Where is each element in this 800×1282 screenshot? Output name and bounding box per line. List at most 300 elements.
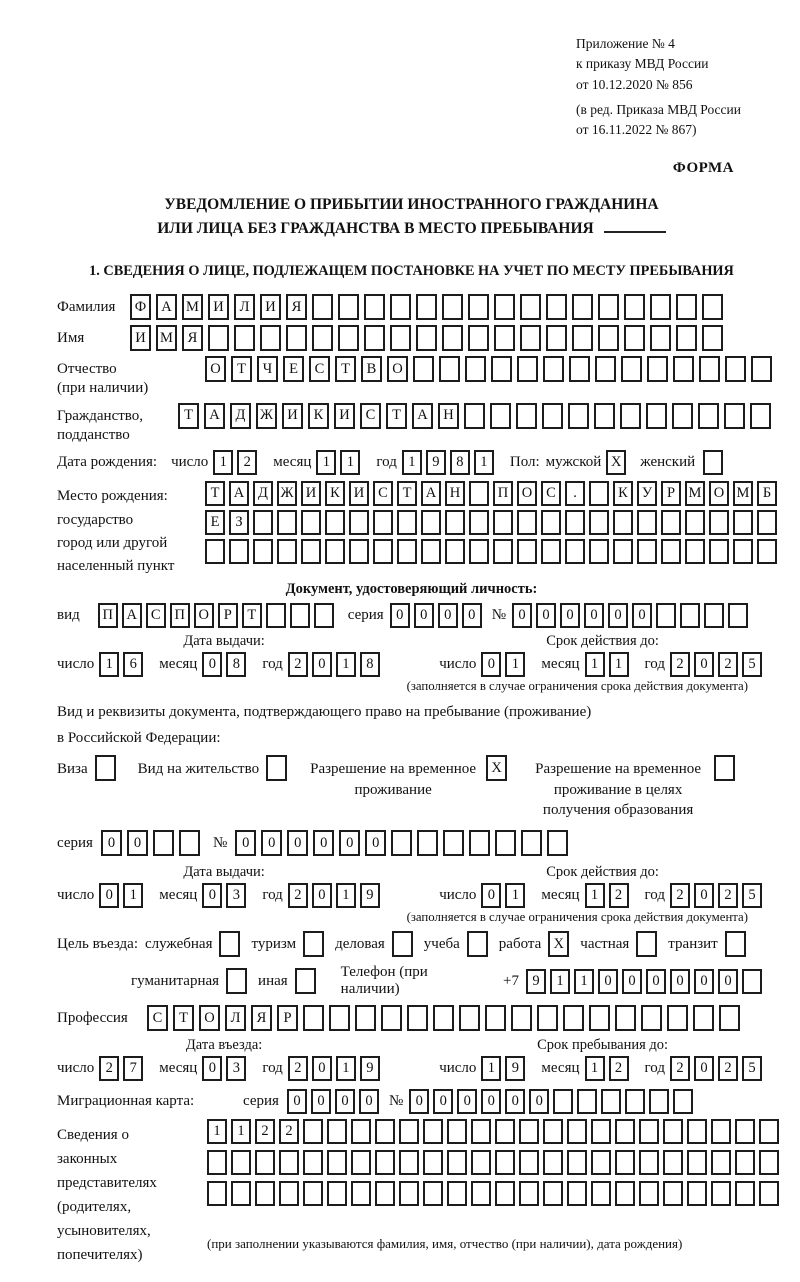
char-box[interactable]: Ж	[277, 481, 297, 506]
char-box[interactable]: 1	[585, 1056, 605, 1081]
char-box[interactable]: 0	[311, 1089, 331, 1114]
char-box[interactable]	[349, 510, 369, 535]
char-box[interactable]	[735, 1181, 755, 1206]
char-box[interactable]	[381, 1005, 402, 1031]
char-box[interactable]	[543, 356, 564, 382]
char-box[interactable]	[464, 403, 485, 429]
char-box[interactable]	[577, 1089, 597, 1114]
char-box[interactable]	[469, 830, 490, 856]
char-box[interactable]: В	[361, 356, 382, 382]
sex-female-checkbox[interactable]	[703, 450, 723, 475]
char-box[interactable]	[416, 325, 437, 351]
char-box[interactable]	[621, 356, 642, 382]
char-box[interactable]: С	[309, 356, 330, 382]
char-box[interactable]: 0	[694, 969, 714, 994]
char-box[interactable]	[421, 510, 441, 535]
char-box[interactable]	[445, 539, 465, 564]
char-box[interactable]	[229, 539, 249, 564]
char-box[interactable]	[495, 1119, 515, 1144]
char-box[interactable]: 0	[694, 652, 714, 677]
char-box[interactable]: 5	[742, 1056, 762, 1081]
char-box[interactable]	[423, 1181, 443, 1206]
char-box[interactable]	[511, 1005, 532, 1031]
char-box[interactable]	[620, 403, 641, 429]
char-box[interactable]	[459, 1005, 480, 1031]
char-box[interactable]	[595, 356, 616, 382]
char-box[interactable]	[351, 1119, 371, 1144]
char-box[interactable]: Т	[231, 356, 252, 382]
char-box[interactable]	[724, 403, 745, 429]
char-box[interactable]: Т	[205, 481, 225, 506]
purpose-transit-checkbox[interactable]	[725, 931, 746, 957]
char-box[interactable]: 7	[123, 1056, 143, 1081]
char-box[interactable]: Т	[397, 481, 417, 506]
char-box[interactable]: И	[208, 294, 229, 320]
char-box[interactable]	[742, 969, 762, 994]
char-box[interactable]: 0	[202, 1056, 222, 1081]
char-box[interactable]: 9	[426, 450, 446, 475]
char-box[interactable]: 0	[202, 883, 222, 908]
char-box[interactable]	[390, 325, 411, 351]
char-box[interactable]	[277, 510, 297, 535]
char-box[interactable]	[490, 403, 511, 429]
char-box[interactable]: 1	[316, 450, 336, 475]
char-box[interactable]: Н	[438, 403, 459, 429]
char-box[interactable]: О	[205, 356, 226, 382]
char-box[interactable]: О	[517, 481, 537, 506]
char-box[interactable]: 0	[512, 603, 532, 628]
char-box[interactable]: А	[204, 403, 225, 429]
char-box[interactable]: К	[325, 481, 345, 506]
char-box[interactable]	[520, 294, 541, 320]
char-box[interactable]: 6	[123, 652, 143, 677]
char-box[interactable]	[565, 539, 585, 564]
purpose-study-checkbox[interactable]	[467, 931, 488, 957]
char-box[interactable]: 0	[694, 883, 714, 908]
char-box[interactable]	[329, 1005, 350, 1031]
char-box[interactable]: Т	[386, 403, 407, 429]
char-box[interactable]: 1	[402, 450, 422, 475]
char-box[interactable]: 8	[226, 652, 246, 677]
char-box[interactable]	[615, 1119, 635, 1144]
char-box[interactable]	[709, 539, 729, 564]
char-box[interactable]: 0	[598, 969, 618, 994]
char-box[interactable]	[153, 830, 174, 856]
char-box[interactable]: К	[613, 481, 633, 506]
char-box[interactable]	[493, 539, 513, 564]
char-box[interactable]	[547, 830, 568, 856]
char-box[interactable]	[355, 1005, 376, 1031]
char-box[interactable]	[541, 539, 561, 564]
char-box[interactable]	[624, 325, 645, 351]
char-box[interactable]: 0	[646, 969, 666, 994]
char-box[interactable]	[698, 403, 719, 429]
char-box[interactable]	[757, 510, 777, 535]
char-box[interactable]	[589, 481, 609, 506]
char-box[interactable]	[494, 325, 515, 351]
char-box[interactable]	[364, 325, 385, 351]
char-box[interactable]	[469, 510, 489, 535]
char-box[interactable]	[704, 603, 724, 628]
char-box[interactable]: И	[130, 325, 151, 351]
char-box[interactable]	[469, 481, 489, 506]
char-box[interactable]	[615, 1005, 636, 1031]
char-box[interactable]	[663, 1119, 683, 1144]
char-box[interactable]: К	[308, 403, 329, 429]
char-box[interactable]	[546, 294, 567, 320]
char-box[interactable]	[495, 830, 516, 856]
char-box[interactable]: 2	[670, 652, 690, 677]
char-box[interactable]: 0	[694, 1056, 714, 1081]
char-box[interactable]	[649, 1089, 669, 1114]
char-box[interactable]	[349, 539, 369, 564]
char-box[interactable]: 0	[312, 1056, 332, 1081]
char-box[interactable]: 0	[99, 883, 119, 908]
char-box[interactable]	[568, 403, 589, 429]
char-box[interactable]	[750, 403, 771, 429]
char-box[interactable]: О	[199, 1005, 220, 1031]
char-box[interactable]: 1	[207, 1119, 227, 1144]
char-box[interactable]: 1	[505, 883, 525, 908]
char-box[interactable]: Ж	[256, 403, 277, 429]
char-box[interactable]: Н	[445, 481, 465, 506]
char-box[interactable]: 2	[609, 1056, 629, 1081]
char-box[interactable]: Я	[286, 294, 307, 320]
char-box[interactable]: 2	[237, 450, 257, 475]
char-box[interactable]: 0	[287, 1089, 307, 1114]
char-box[interactable]: Д	[230, 403, 251, 429]
char-box[interactable]: У	[637, 481, 657, 506]
char-box[interactable]	[546, 325, 567, 351]
char-box[interactable]: П	[170, 603, 190, 628]
char-box[interactable]	[312, 325, 333, 351]
char-box[interactable]: 2	[288, 883, 308, 908]
char-box[interactable]	[543, 1181, 563, 1206]
char-box[interactable]	[303, 1005, 324, 1031]
char-box[interactable]	[231, 1181, 251, 1206]
char-box[interactable]: О	[709, 481, 729, 506]
char-box[interactable]: А	[421, 481, 441, 506]
char-box[interactable]	[417, 830, 438, 856]
char-box[interactable]	[543, 1119, 563, 1144]
char-box[interactable]: 2	[288, 652, 308, 677]
char-box[interactable]	[364, 294, 385, 320]
char-box[interactable]	[663, 1181, 683, 1206]
char-box[interactable]	[277, 539, 297, 564]
char-box[interactable]	[469, 539, 489, 564]
char-box[interactable]	[687, 1119, 707, 1144]
char-box[interactable]	[711, 1181, 731, 1206]
char-box[interactable]	[521, 830, 542, 856]
char-box[interactable]	[693, 1005, 714, 1031]
char-box[interactable]	[491, 356, 512, 382]
char-box[interactable]: 1	[213, 450, 233, 475]
char-box[interactable]	[303, 1181, 323, 1206]
char-box[interactable]	[416, 294, 437, 320]
char-box[interactable]	[711, 1119, 731, 1144]
char-box[interactable]	[325, 539, 345, 564]
char-box[interactable]	[312, 294, 333, 320]
char-box[interactable]	[650, 294, 671, 320]
char-box[interactable]	[733, 539, 753, 564]
char-box[interactable]: О	[387, 356, 408, 382]
char-box[interactable]	[327, 1119, 347, 1144]
char-box[interactable]	[205, 539, 225, 564]
char-box[interactable]	[615, 1181, 635, 1206]
char-box[interactable]	[637, 539, 657, 564]
char-box[interactable]	[399, 1119, 419, 1144]
char-box[interactable]: Р	[277, 1005, 298, 1031]
char-box[interactable]: 2	[718, 1056, 738, 1081]
char-box[interactable]: Т	[242, 603, 262, 628]
char-box[interactable]	[637, 510, 657, 535]
char-box[interactable]: С	[373, 481, 393, 506]
char-box[interactable]	[325, 510, 345, 535]
char-box[interactable]: 5	[742, 883, 762, 908]
char-box[interactable]: 3	[226, 883, 246, 908]
char-box[interactable]	[373, 539, 393, 564]
char-box[interactable]	[471, 1119, 491, 1144]
char-box[interactable]	[553, 1089, 573, 1114]
char-box[interactable]: М	[685, 481, 705, 506]
option-temp-residence-checkbox[interactable]: X	[486, 755, 507, 781]
char-box[interactable]: Б	[757, 481, 777, 506]
char-box[interactable]: 0	[481, 652, 501, 677]
purpose-commercial-checkbox[interactable]	[392, 931, 413, 957]
char-box[interactable]	[624, 294, 645, 320]
char-box[interactable]	[759, 1181, 779, 1206]
char-box[interactable]: 2	[99, 1056, 119, 1081]
char-box[interactable]: 0	[365, 830, 386, 856]
char-box[interactable]: Ф	[130, 294, 151, 320]
char-box[interactable]: 0	[560, 603, 580, 628]
char-box[interactable]: А	[122, 603, 142, 628]
char-box[interactable]	[613, 510, 633, 535]
char-box[interactable]: Л	[234, 294, 255, 320]
char-box[interactable]	[286, 325, 307, 351]
char-box[interactable]: 0	[433, 1089, 453, 1114]
char-box[interactable]: 0	[529, 1089, 549, 1114]
char-box[interactable]	[179, 830, 200, 856]
char-box[interactable]: С	[360, 403, 381, 429]
char-box[interactable]	[208, 325, 229, 351]
char-box[interactable]: М	[156, 325, 177, 351]
char-box[interactable]	[702, 325, 723, 351]
char-box[interactable]	[439, 356, 460, 382]
char-box[interactable]: 8	[360, 652, 380, 677]
char-box[interactable]: С	[147, 1005, 168, 1031]
char-box[interactable]: 1	[336, 1056, 356, 1081]
char-box[interactable]: С	[541, 481, 561, 506]
char-box[interactable]: 0	[481, 883, 501, 908]
char-box[interactable]	[673, 356, 694, 382]
char-box[interactable]	[572, 294, 593, 320]
char-box[interactable]	[685, 510, 705, 535]
char-box[interactable]: А	[412, 403, 433, 429]
char-box[interactable]: П	[493, 481, 513, 506]
char-box[interactable]	[314, 603, 334, 628]
char-box[interactable]	[493, 510, 513, 535]
option-residence-permit-checkbox[interactable]	[266, 755, 287, 781]
purpose-business-checkbox[interactable]	[219, 931, 240, 957]
char-box[interactable]: И	[301, 481, 321, 506]
char-box[interactable]: 9	[526, 969, 546, 994]
char-box[interactable]	[702, 294, 723, 320]
char-box[interactable]: 0	[462, 603, 482, 628]
char-box[interactable]: 1	[585, 652, 605, 677]
char-box[interactable]	[537, 1005, 558, 1031]
char-box[interactable]	[719, 1005, 740, 1031]
char-box[interactable]	[517, 356, 538, 382]
option-visa-checkbox[interactable]	[95, 755, 116, 781]
char-box[interactable]	[517, 539, 537, 564]
char-box[interactable]	[601, 1089, 621, 1114]
char-box[interactable]: И	[334, 403, 355, 429]
char-box[interactable]: 0	[584, 603, 604, 628]
char-box[interactable]: М	[733, 481, 753, 506]
char-box[interactable]	[442, 294, 463, 320]
char-box[interactable]: Д	[253, 481, 273, 506]
char-box[interactable]: 0	[390, 603, 410, 628]
char-box[interactable]: Т	[335, 356, 356, 382]
purpose-private-checkbox[interactable]	[636, 931, 657, 957]
char-box[interactable]: 1	[609, 652, 629, 677]
char-box[interactable]	[443, 830, 464, 856]
char-box[interactable]: 0	[409, 1089, 429, 1114]
char-box[interactable]	[301, 510, 321, 535]
char-box[interactable]: 0	[457, 1089, 477, 1114]
char-box[interactable]	[569, 356, 590, 382]
char-box[interactable]: 0	[287, 830, 308, 856]
char-box[interactable]	[413, 356, 434, 382]
char-box[interactable]: 0	[101, 830, 122, 856]
char-box[interactable]	[591, 1181, 611, 1206]
char-box[interactable]	[676, 294, 697, 320]
char-box[interactable]: И	[260, 294, 281, 320]
char-box[interactable]	[676, 325, 697, 351]
char-box[interactable]: Л	[225, 1005, 246, 1031]
char-box[interactable]	[687, 1181, 707, 1206]
char-box[interactable]: 0	[718, 969, 738, 994]
char-box[interactable]: А	[229, 481, 249, 506]
char-box[interactable]	[255, 1181, 275, 1206]
char-box[interactable]	[520, 325, 541, 351]
char-box[interactable]	[391, 830, 412, 856]
sex-male-checkbox[interactable]: X	[606, 450, 626, 475]
char-box[interactable]: Я	[182, 325, 203, 351]
char-box[interactable]	[327, 1181, 347, 1206]
char-box[interactable]: 2	[609, 883, 629, 908]
char-box[interactable]	[390, 294, 411, 320]
char-box[interactable]	[338, 294, 359, 320]
char-box[interactable]	[468, 294, 489, 320]
char-box[interactable]	[253, 510, 273, 535]
char-box[interactable]: 2	[718, 652, 738, 677]
char-box[interactable]	[234, 325, 255, 351]
char-box[interactable]	[207, 1181, 227, 1206]
char-box[interactable]	[672, 403, 693, 429]
char-box[interactable]	[351, 1181, 371, 1206]
char-box[interactable]: 0	[202, 652, 222, 677]
char-box[interactable]: 0	[261, 830, 282, 856]
char-box[interactable]: 0	[608, 603, 628, 628]
char-box[interactable]	[661, 539, 681, 564]
char-box[interactable]	[447, 1181, 467, 1206]
char-box[interactable]	[253, 539, 273, 564]
char-box[interactable]	[468, 325, 489, 351]
char-box[interactable]	[373, 510, 393, 535]
char-box[interactable]: 1	[574, 969, 594, 994]
char-box[interactable]	[495, 1181, 515, 1206]
char-box[interactable]: 0	[335, 1089, 355, 1114]
char-box[interactable]	[735, 1119, 755, 1144]
char-box[interactable]	[639, 1119, 659, 1144]
purpose-work-checkbox[interactable]: X	[548, 931, 569, 957]
char-box[interactable]: 9	[360, 883, 380, 908]
char-box[interactable]: 2	[255, 1119, 275, 1144]
char-box[interactable]	[661, 510, 681, 535]
char-box[interactable]	[433, 1005, 454, 1031]
char-box[interactable]	[517, 510, 537, 535]
char-box[interactable]: П	[98, 603, 118, 628]
char-box[interactable]	[733, 510, 753, 535]
char-box[interactable]	[646, 403, 667, 429]
char-box[interactable]	[641, 1005, 662, 1031]
char-box[interactable]: Е	[283, 356, 304, 382]
purpose-humanitarian-checkbox[interactable]	[226, 968, 247, 994]
char-box[interactable]	[759, 1119, 779, 1144]
char-box[interactable]	[445, 510, 465, 535]
char-box[interactable]	[594, 403, 615, 429]
char-box[interactable]	[338, 325, 359, 351]
char-box[interactable]: М	[182, 294, 203, 320]
char-box[interactable]	[728, 603, 748, 628]
char-box[interactable]	[447, 1119, 467, 1144]
char-box[interactable]: 9	[360, 1056, 380, 1081]
char-box[interactable]	[266, 603, 286, 628]
char-box[interactable]: 0	[359, 1089, 379, 1114]
char-box[interactable]	[565, 510, 585, 535]
char-box[interactable]	[516, 403, 537, 429]
char-box[interactable]	[563, 1005, 584, 1031]
purpose-other-checkbox[interactable]	[295, 968, 316, 994]
char-box[interactable]: 0	[127, 830, 148, 856]
char-box[interactable]: 0	[670, 969, 690, 994]
char-box[interactable]	[519, 1119, 539, 1144]
char-box[interactable]	[667, 1005, 688, 1031]
char-box[interactable]: Ч	[257, 356, 278, 382]
char-box[interactable]: 2	[288, 1056, 308, 1081]
char-box[interactable]	[375, 1181, 395, 1206]
char-box[interactable]: .	[565, 481, 585, 506]
char-box[interactable]: 1	[505, 652, 525, 677]
char-box[interactable]: 0	[235, 830, 256, 856]
char-box[interactable]: Р	[218, 603, 238, 628]
char-box[interactable]: 0	[505, 1089, 525, 1114]
char-box[interactable]	[541, 510, 561, 535]
char-box[interactable]: 3	[226, 1056, 246, 1081]
char-box[interactable]	[260, 325, 281, 351]
char-box[interactable]	[485, 1005, 506, 1031]
char-box[interactable]	[290, 603, 310, 628]
char-box[interactable]	[591, 1119, 611, 1144]
char-box[interactable]: 0	[622, 969, 642, 994]
char-box[interactable]	[625, 1089, 645, 1114]
purpose-tourism-checkbox[interactable]	[303, 931, 324, 957]
char-box[interactable]	[423, 1119, 443, 1144]
char-box[interactable]: 0	[481, 1089, 501, 1114]
char-box[interactable]	[650, 325, 671, 351]
